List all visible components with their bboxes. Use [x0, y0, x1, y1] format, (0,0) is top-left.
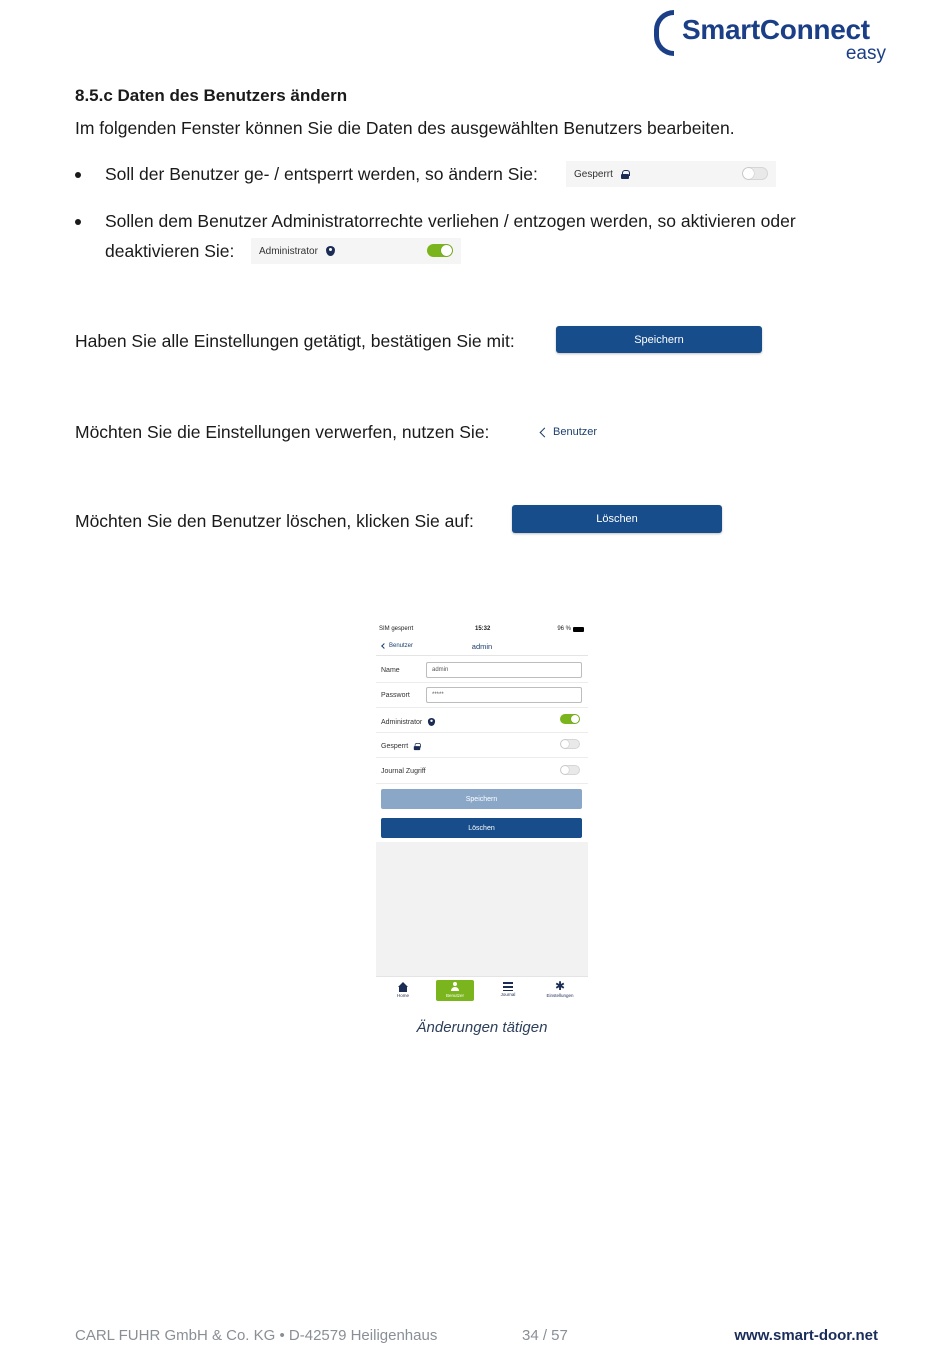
administrator-toggle[interactable]: [560, 714, 580, 724]
phone-delete-button[interactable]: Löschen: [381, 818, 582, 838]
phone-back-label: Benutzer: [389, 643, 414, 649]
phone-save-button[interactable]: Speichern: [381, 789, 582, 809]
phone-title: admin: [471, 642, 493, 651]
back-link-label: Benutzer: [553, 426, 598, 438]
journal-access-label: Journal Zugriff: [381, 768, 426, 775]
administrator-row: [376, 708, 588, 733]
name-row: [376, 658, 588, 683]
tab-journal[interactable]: [489, 980, 527, 1001]
delete-button[interactable]: Löschen: [512, 505, 722, 533]
tab-journal-label: Journal: [500, 992, 516, 997]
intro-paragraph: Im folgenden Fenster können Sie die Daten des ausgewählten Benutzers bearbeiten.: [75, 118, 735, 138]
footer-page-number: 34 / 57: [522, 1327, 568, 1344]
shield-icon: [326, 246, 335, 256]
shield-icon: [428, 718, 435, 726]
name-label: Name: [381, 667, 400, 674]
locked-setting-row: [566, 161, 776, 187]
tab-settings-label: Einstellungen: [546, 993, 574, 998]
locked-toggle[interactable]: [742, 167, 768, 180]
admin-setting-row: [251, 238, 461, 264]
save-button[interactable]: Speichern: [556, 326, 762, 353]
nav-bar: [376, 640, 588, 656]
bullet-admin-text-line2: deaktivieren Sie:: [105, 241, 235, 261]
tab-home[interactable]: [384, 980, 422, 1001]
user-icon: [450, 982, 460, 992]
discard-paragraph: Möchten Sie die Einstellungen verwerfen, nutzen Sie:: [75, 422, 490, 442]
bullet-dot: [75, 172, 81, 178]
footer-company: CARL FUHR GmbH & Co. KG • D-42579 Heiligenhaus: [75, 1327, 438, 1344]
password-row: [376, 683, 588, 708]
journal-access-row: [376, 759, 588, 784]
gear-icon: [555, 982, 565, 992]
locked-row: [376, 733, 588, 758]
tab-bar: [376, 976, 588, 1002]
administrator-label: Administrator: [381, 718, 423, 726]
tab-users[interactable]: [436, 980, 474, 1001]
tab-users-label: Benutzer: [445, 993, 464, 998]
carrier-status: SIM gesperrt: [379, 626, 414, 632]
status-time: 15:32: [475, 626, 491, 632]
phone-screenshot: [376, 622, 588, 1002]
chevron-left-icon: [540, 427, 550, 437]
logo-bracket: [654, 10, 674, 56]
locked-label: Gesperrt: [574, 168, 613, 180]
journal-access-toggle[interactable]: [560, 765, 580, 775]
tab-home-label: Home: [396, 993, 409, 998]
locked-toggle[interactable]: [560, 739, 580, 749]
bullet-dot: [75, 219, 81, 225]
battery-icon: [573, 627, 584, 632]
lock-icon: [621, 170, 629, 179]
admin-toggle[interactable]: [427, 244, 453, 257]
battery-percent: 96 %: [557, 626, 571, 632]
administrator-label-wrap: [381, 717, 436, 727]
name-input[interactable]: admin: [426, 662, 582, 678]
status-bar: [379, 626, 584, 634]
password-input[interactable]: *****: [426, 687, 582, 703]
back-link[interactable]: [541, 426, 597, 438]
password-label: Passwort: [381, 692, 410, 699]
section-title: 8.5.c Daten des Benutzers ändern: [75, 86, 348, 105]
bullet-admin-text-line1: Sollen dem Benutzer Administratorrechte verliehen / entzogen werden, so aktivieren oder: [105, 211, 796, 231]
logo-text: SmartConnect: [682, 14, 870, 45]
logo-subtext: easy: [845, 43, 886, 64]
figure-caption: Änderungen tätigen: [416, 1019, 548, 1036]
save-paragraph: Haben Sie alle Einstellungen getätigt, bestätigen Sie mit:: [75, 331, 515, 351]
battery-status: [557, 626, 584, 632]
delete-paragraph: Möchten Sie den Benutzer löschen, klicken Sie auf:: [75, 511, 474, 531]
locked-label-wrap: [381, 742, 421, 751]
lock-icon: [414, 743, 420, 750]
bullet-lock-text: Soll der Benutzer ge- / entsperrt werden, so ändern Sie:: [105, 164, 538, 184]
admin-label: Administrator: [259, 245, 318, 257]
home-icon: [398, 982, 408, 992]
tab-settings[interactable]: [541, 980, 579, 1001]
locked-label: Gesperrt: [381, 743, 409, 750]
footer-url[interactable]: www.smart-door.net: [734, 1327, 878, 1344]
list-icon: [503, 982, 513, 991]
brand-logo: [650, 8, 890, 62]
empty-area: [376, 842, 588, 976]
